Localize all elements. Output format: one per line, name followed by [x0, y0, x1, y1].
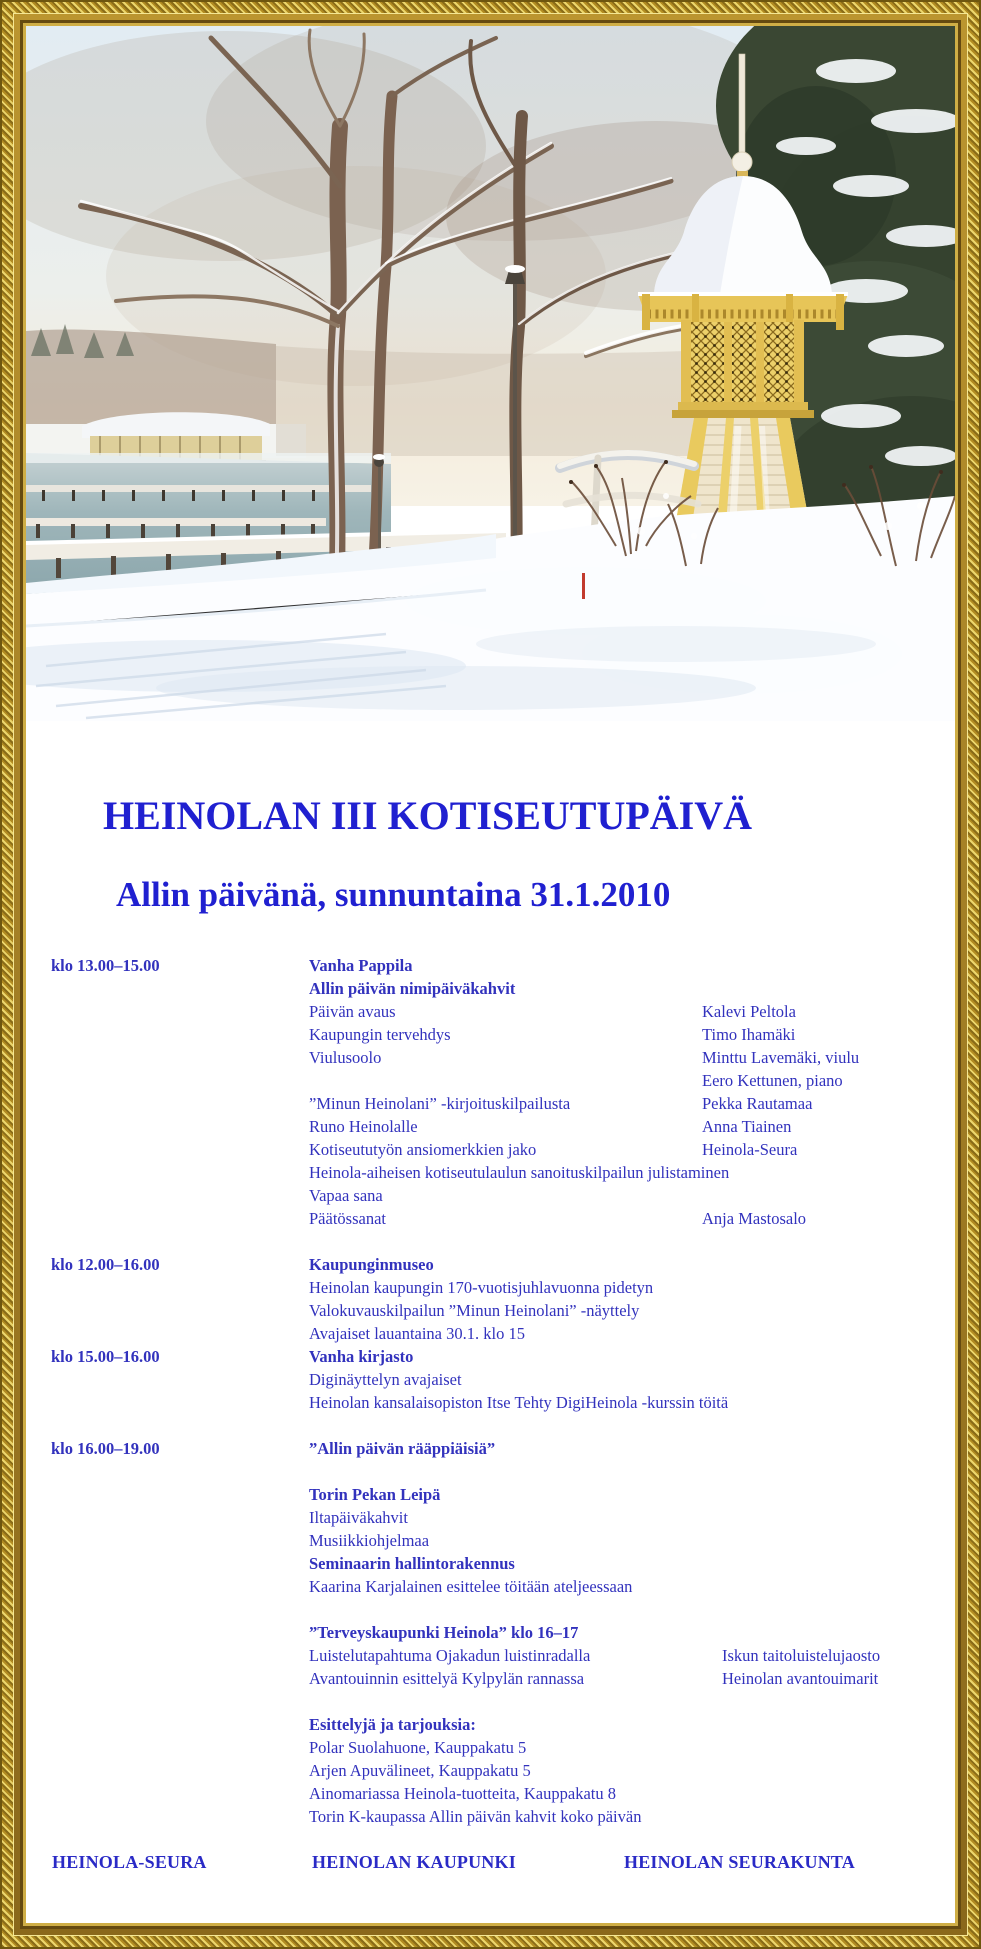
participant-name: Heinolan avantouimarit [722, 1669, 879, 1688]
schedule-row [26, 1046, 955, 1069]
event-text: Polar Suolahuone, Kauppakatu 5 [309, 1738, 527, 1757]
event-text: Avajaiset lauantaina 30.1. klo 15 [309, 1324, 525, 1343]
schedule-row [26, 1184, 955, 1207]
participant-name: Anja Mastosalo [702, 1209, 807, 1228]
schedule-row [26, 1000, 955, 1023]
schedule-row [26, 1621, 955, 1644]
schedule-row [26, 1759, 955, 1782]
participant-name: Eero Kettunen, piano [702, 1071, 843, 1090]
schedule-row [26, 1460, 955, 1483]
participant-name: Heinola-Seura [702, 1140, 798, 1159]
schedule-row [26, 1575, 955, 1598]
event-text: Torin Pekan Leipä [309, 1485, 441, 1504]
footer-org: HEINOLAN KAUPUNKI [312, 1852, 516, 1872]
event-text: ”Allin päivän rääppiäisiä” [309, 1439, 496, 1458]
schedule-row [26, 1713, 955, 1736]
schedule-row [26, 1299, 955, 1322]
schedule-row [26, 1598, 955, 1621]
schedule-row [26, 1805, 955, 1828]
event-text: Heinolan kansalaisopiston Itse Tehty DigiHeinola -kurssin töitä [309, 1393, 729, 1412]
schedule-row [26, 1644, 955, 1667]
schedule-row [26, 1782, 955, 1805]
schedule-row [26, 1736, 955, 1759]
participant-name: Kalevi Peltola [702, 1002, 796, 1021]
schedule-row [26, 1092, 955, 1115]
gold-frame-band [13, 13, 968, 1936]
event-text: Päätössanat [309, 1209, 386, 1228]
participant-name: Iskun taitoluistelujaosto [722, 1646, 881, 1665]
event-text: Kaarina Karjalainen esittelee töitään ateljeessaan [309, 1577, 633, 1596]
event-text: Luistelutapahtuma Ojakadun luistinradalla [309, 1646, 591, 1665]
schedule-row [26, 1483, 955, 1506]
event-text: Päivän avaus [309, 1002, 396, 1021]
schedule-row [26, 1368, 955, 1391]
event-text: Allin päivän nimipäiväkahvit [309, 979, 516, 998]
schedule-row [26, 1069, 955, 1092]
schedule-row [26, 1506, 955, 1529]
event-text: Esittelyjä ja tarjouksia: [309, 1715, 476, 1734]
footer-org: HEINOLAN SEURAKUNTA [624, 1852, 855, 1872]
time-label: klo 15.00–16.00 [51, 1347, 160, 1366]
schedule-row [26, 1161, 955, 1184]
poster-subtitle: Allin päivänä, sunnuntaina 31.1.2010 [116, 875, 671, 914]
schedule-row [26, 1023, 955, 1046]
event-text: Iltapäiväkahvit [309, 1508, 408, 1527]
schedule-row [26, 1138, 955, 1161]
time-label: klo 13.00–15.00 [51, 956, 160, 975]
event-text: Ainomariassa Heinola-tuotteita, Kauppakatu 8 [309, 1784, 616, 1803]
event-text: Torin K-kaupassa Allin päivän kahvit koko päivän [309, 1807, 642, 1826]
time-label: klo 16.00–19.00 [51, 1439, 160, 1458]
event-text: Avantouinnin esittelyä Kylpylän rannassa [309, 1669, 585, 1688]
event-text: Diginäyttelyn avajaiset [309, 1370, 462, 1389]
schedule-row [26, 1322, 955, 1345]
event-text: Musiikkiohjelmaa [309, 1531, 430, 1550]
participant-name: Pekka Rautamaa [702, 1094, 813, 1113]
event-text: Arjen Apuvälineet, Kauppakatu 5 [309, 1761, 531, 1780]
event-text: ”Terveyskaupunki Heinola” klo 16–17 [309, 1623, 579, 1642]
event-text: Vanha Pappila [309, 956, 413, 975]
event-text: Kotiseututyön ansiomerkkien jako [309, 1140, 537, 1159]
event-text: Heinola-aiheisen kotiseutulaulun sanoituskilpailun julistaminen [309, 1163, 730, 1182]
event-text: Viulusoolo [309, 1048, 382, 1067]
footer-org: HEINOLA-SEURA [52, 1852, 207, 1872]
event-text: Vanha kirjasto [309, 1347, 414, 1366]
schedule-row [26, 1253, 955, 1276]
red-stick [582, 573, 585, 599]
event-text: Runo Heinolalle [309, 1117, 418, 1136]
participant-name: Timo Ihamäki [702, 1025, 796, 1044]
schedule-row [26, 1552, 955, 1575]
schedule-row [26, 1276, 955, 1299]
event-text: Vapaa sana [309, 1186, 383, 1205]
schedule-row [26, 1414, 955, 1437]
schedule-row [26, 1391, 955, 1414]
schedule-row [26, 977, 955, 1000]
event-text: Heinolan kaupungin 170-vuotisjuhlavuonna pidetyn [309, 1278, 654, 1297]
participant-name: Anna Tiainen [702, 1117, 792, 1136]
time-label: klo 12.00–16.00 [51, 1255, 160, 1274]
schedule-row [26, 1207, 955, 1230]
schedule-row [26, 1437, 955, 1460]
event-text: Seminaarin hallintorakennus [309, 1554, 515, 1573]
schedule-row [26, 954, 955, 977]
schedule-row [26, 1230, 955, 1253]
poster-title: HEINOLAN III KOTISEUTUPÄIVÄ [103, 793, 753, 838]
schedule-row [26, 1115, 955, 1138]
schedule-row [26, 1529, 955, 1552]
event-text: Kaupunginmuseo [309, 1255, 434, 1274]
schedule-row [26, 1345, 955, 1368]
winter-photo [26, 26, 955, 721]
event-text: Valokuvauskilpailun ”Minun Heinolani” -näyttely [309, 1301, 640, 1320]
participant-name: Minttu Lavemäki, viulu [702, 1048, 860, 1067]
event-text: Kaupungin tervehdys [309, 1025, 451, 1044]
gold-frame-inner [20, 20, 961, 1929]
event-text: ”Minun Heinolani” -kirjoituskilpailusta [309, 1094, 571, 1113]
poster-content [26, 26, 955, 1923]
schedule-row [26, 1667, 955, 1690]
schedule-row [26, 1690, 955, 1713]
schedule [26, 954, 955, 1828]
